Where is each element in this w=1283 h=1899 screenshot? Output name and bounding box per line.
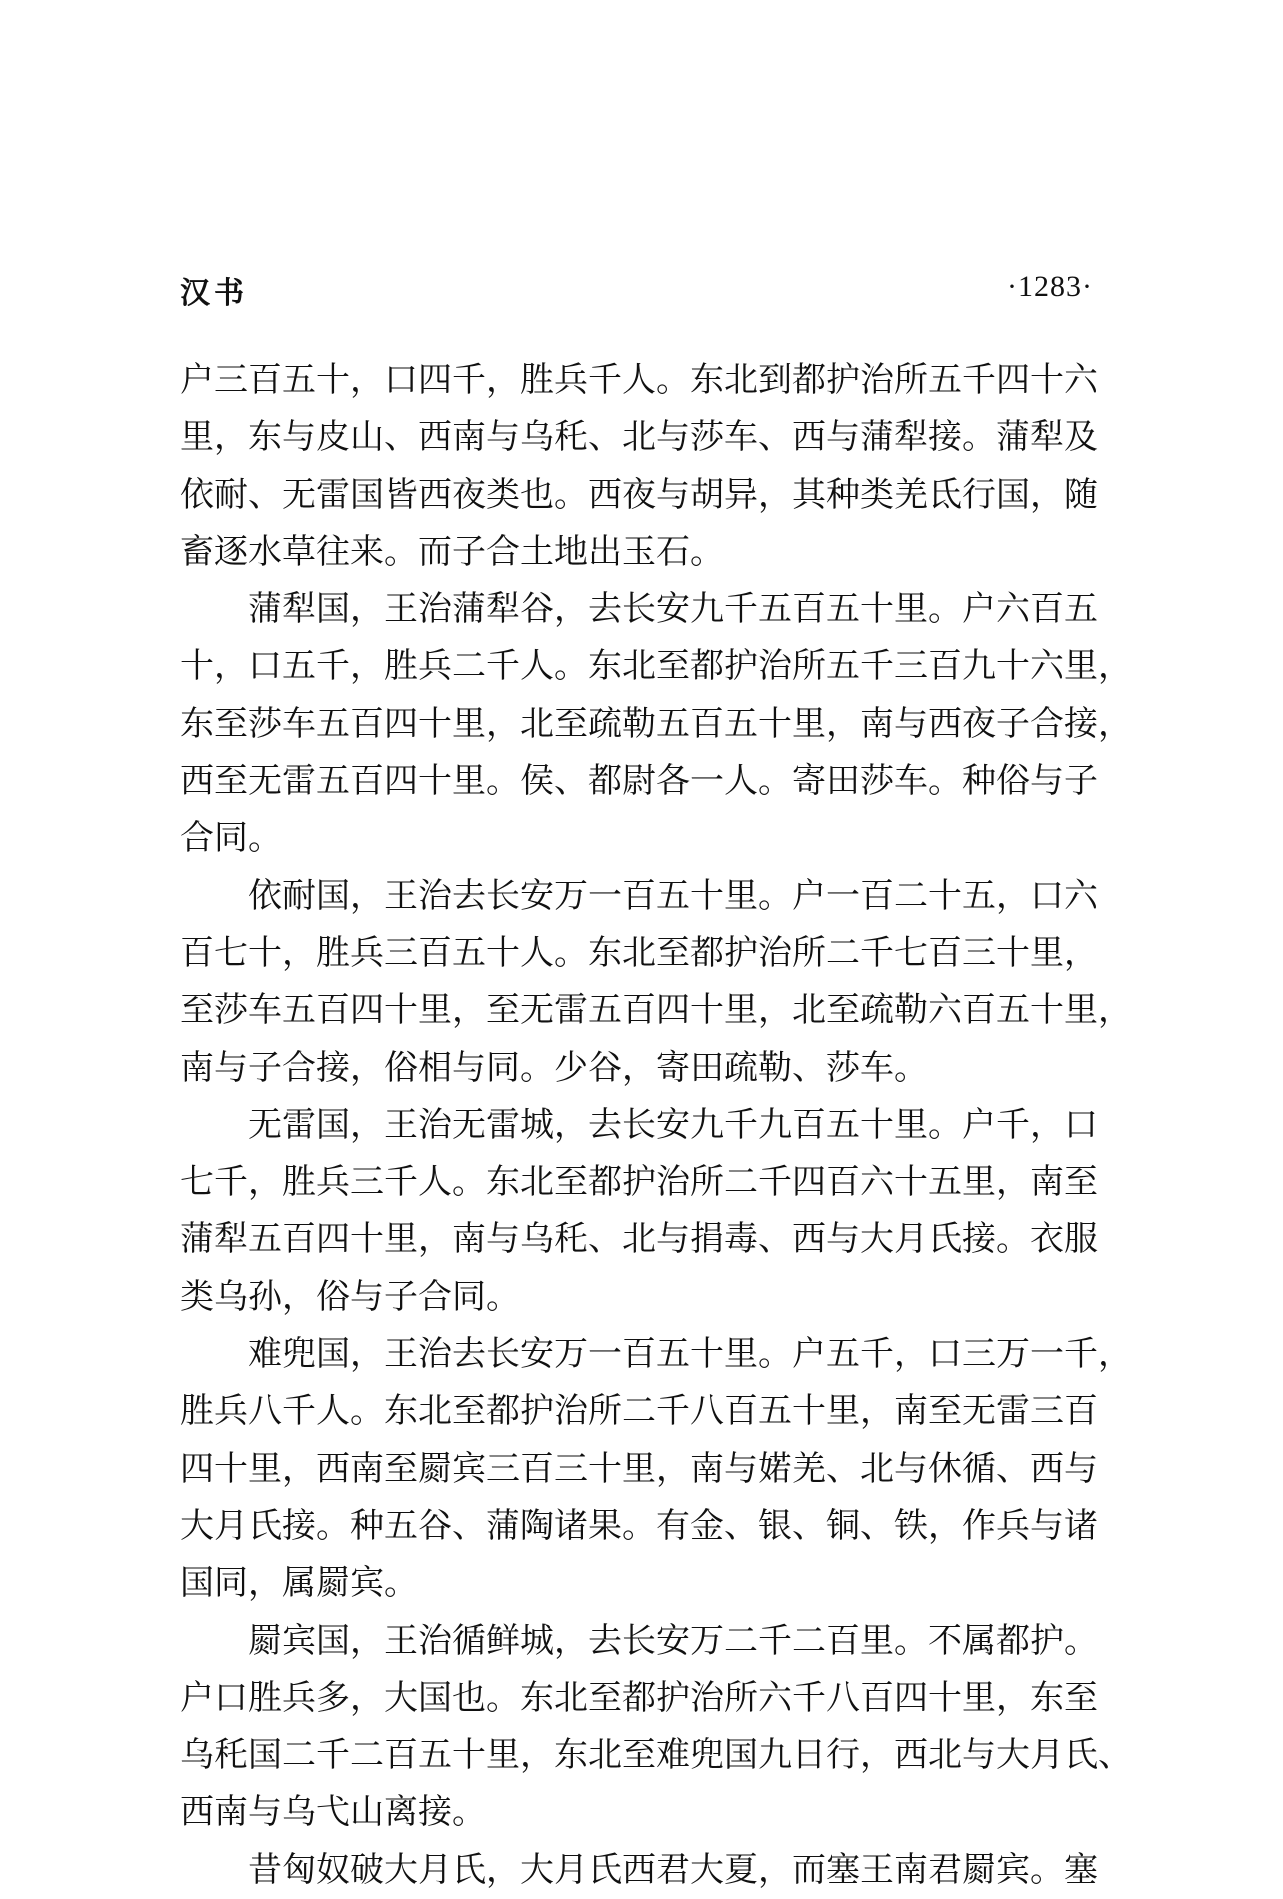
text-line: 南与子合接，俗相与同。少谷，寄田疏勒、莎车。	[180, 1047, 928, 1088]
text-line: 昔匈奴破大月氏，大月氏西君大夏，而塞王南君罽宾。塞	[248, 1849, 1098, 1890]
text-line: 难兜国，王治去长安万一百五十里。户五千，口三万一千，	[248, 1334, 1132, 1375]
text-line: 户三百五十，口四千，胜兵千人。东北到都护治所五千四十六	[180, 360, 1098, 400]
page-number: ·1283·	[1007, 270, 1093, 303]
text-line: 罽宾国，王治循鲜城，去长安万二千二百里。不属都护。	[248, 1620, 1098, 1661]
text-line: 蒲犁五百四十里，南与乌秅、北与捐毒、西与大月氏接。衣服	[180, 1219, 1098, 1260]
text-line: 百七十，胜兵三百五十人。东北至都护治所二千七百三十里，	[180, 932, 1098, 973]
text-line: 十，口五千，胜兵二千人。东北至都护治所五千三百九十六里，	[180, 646, 1132, 687]
text-line: 至莎车五百四十里，至无雷五百四十里，北至疏勒六百五十里，	[180, 990, 1132, 1031]
text-line: 合同。	[180, 818, 282, 859]
text-line: 户口胜兵多，大国也。东北至都护治所六千八百四十里，东至	[180, 1677, 1098, 1718]
page-header	[180, 268, 1093, 318]
text-line: 类乌孙，俗与子合同。	[180, 1276, 520, 1317]
text-line: 里，东与皮山、西南与乌秅、北与莎车、西与蒲犁接。蒲犁及	[180, 417, 1098, 458]
text-line: 东至莎车五百四十里，北至疏勒五百五十里，南与西夜子合接，	[180, 703, 1132, 744]
text-line: 西至无雷五百四十里。侯、都尉各一人。寄田莎车。种俗与子	[180, 761, 1098, 802]
text-line: 七千，胜兵三千人。东北至都护治所二千四百六十五里，南至	[180, 1162, 1098, 1203]
text-line: 胜兵八千人。东北至都护治所二千八百五十里，南至无雷三百	[180, 1391, 1098, 1432]
text-line: 乌秅国二千二百五十里，东北至难兜国九日行，西北与大月氏、	[180, 1735, 1132, 1776]
text-line: 蒲犁国，王治蒲犁谷，去长安九千五百五十里。户六百五	[248, 589, 1098, 630]
text-line: 西南与乌弋山离接。	[180, 1792, 486, 1833]
text-line: 大月氏接。种五谷、蒲陶诸果。有金、银、铜、铁，作兵与诸	[180, 1505, 1098, 1546]
book-title: 汉书	[180, 276, 248, 311]
body-text	[180, 352, 1132, 1899]
text-line: 国同，属罽宾。	[180, 1563, 418, 1604]
text-line: 畜逐水草往来。而子合土地出玉石。	[180, 531, 724, 572]
text-line: 四十里，西南至罽宾三百三十里，南与婼羌、北与休循、西与	[180, 1448, 1098, 1489]
text-line: 无雷国，王治无雷城，去长安九千九百五十里。户千，口	[248, 1104, 1098, 1145]
text-line: 依耐国，王治去长安万一百五十里。户一百二十五，口六	[248, 875, 1098, 916]
text-line: 依耐、无雷国皆西夜类也。西夜与胡异，其种类羌氐行国，随	[180, 474, 1098, 515]
